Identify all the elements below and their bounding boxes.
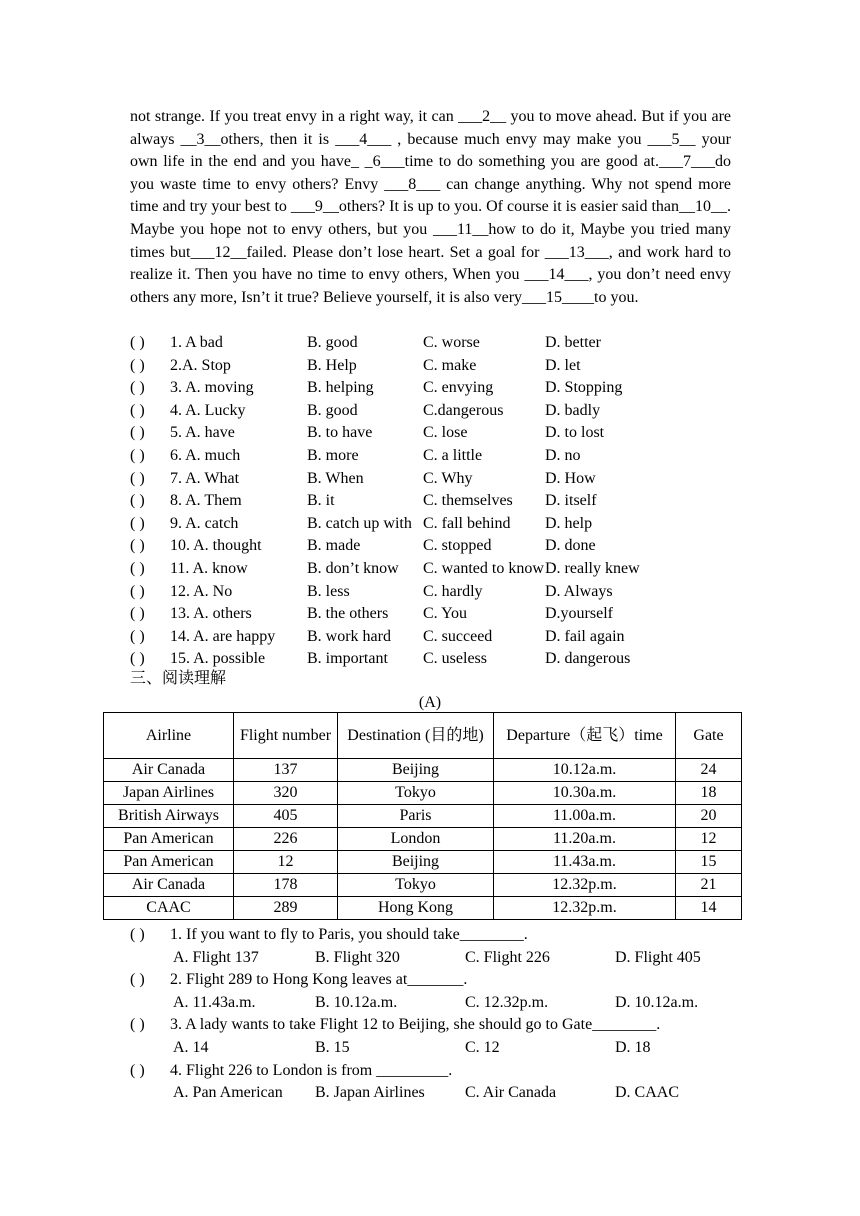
option-c: C. worse <box>423 334 480 351</box>
option-row <box>130 603 770 626</box>
option-b: B. good <box>307 334 358 351</box>
choice-a: A. Flight 137 <box>173 948 259 966</box>
choice-d: D. Flight 405 <box>615 948 701 966</box>
option-d: D. better <box>545 334 601 351</box>
option-b: B. less <box>307 582 350 600</box>
cell-destination: Paris <box>338 805 494 828</box>
table-row <box>104 874 742 897</box>
option-b: B. important <box>307 650 388 668</box>
option-row <box>130 513 770 536</box>
option-a: 9. A. catch <box>170 514 239 532</box>
option-a: 7. A. What <box>170 469 240 487</box>
option-a: 2.A. Stop <box>170 356 231 374</box>
cell-gate: 15 <box>676 851 742 874</box>
header-flight-number: Flight number <box>234 713 338 759</box>
cell-destination: London <box>338 828 494 851</box>
cell-gate: 18 <box>676 782 742 805</box>
answer-blank: ( ) <box>130 379 145 397</box>
question-text: 2. Flight 289 to Hong Kong leaves at_______. <box>170 971 468 989</box>
cell-departure-time: 11.00a.m. <box>494 805 676 828</box>
answer-blank: ( ) <box>130 1016 145 1034</box>
option-d: D.yourself <box>545 605 613 623</box>
option-b: B. When <box>307 469 364 487</box>
option-a: 1. A bad <box>170 334 223 351</box>
option-row <box>130 332 770 355</box>
cell-airline: British Airways <box>104 805 234 828</box>
table-header-row <box>104 713 742 759</box>
table-row <box>104 782 742 805</box>
option-d: D. help <box>545 514 593 532</box>
answer-blank: ( ) <box>130 334 145 351</box>
answer-blank: ( ) <box>130 559 145 577</box>
answer-choices-row <box>130 1082 770 1105</box>
cell-destination: Tokyo <box>338 874 494 897</box>
option-d: D. How <box>545 469 596 487</box>
option-b: B. work hard <box>307 627 391 645</box>
cell-departure-time: 10.12a.m. <box>494 759 676 782</box>
option-d: D. fail again <box>545 627 625 645</box>
option-d: D. Stopping <box>545 379 623 397</box>
answer-blank: ( ) <box>130 492 145 510</box>
question-text: 3. A lady wants to take Flight 12 to Beijing, she should go to Gate________. <box>170 1016 661 1034</box>
cell-gate: 21 <box>676 874 742 897</box>
option-row <box>130 581 770 604</box>
cell-flight-number: 12 <box>234 851 338 874</box>
answer-blank: ( ) <box>130 469 145 487</box>
cell-gate: 14 <box>676 897 742 920</box>
answer-blank: ( ) <box>130 582 145 600</box>
cell-flight-number: 320 <box>234 782 338 805</box>
option-row <box>130 377 770 400</box>
question-row <box>130 969 770 992</box>
choice-c: C. Air Canada <box>465 1084 557 1102</box>
choice-d: D. CAAC <box>615 1084 680 1102</box>
option-a: 11. A. know <box>170 559 248 577</box>
choice-d: D. 10.12a.m. <box>615 993 699 1011</box>
cell-flight-number: 178 <box>234 874 338 897</box>
flight-table <box>103 712 742 920</box>
choice-c: C. 12 <box>465 1038 500 1056</box>
option-c: C. stopped <box>423 537 492 555</box>
option-c: C. lose <box>423 424 468 442</box>
option-row <box>130 626 770 649</box>
option-b: B. to have <box>307 424 373 442</box>
option-d: D. done <box>545 537 596 555</box>
option-c: C. themselves <box>423 492 513 510</box>
cell-flight-number: 226 <box>234 828 338 851</box>
question-text: 4. Flight 226 to London is from _________. <box>170 1061 453 1079</box>
option-d: D. to lost <box>545 424 605 442</box>
answer-blank: ( ) <box>130 605 145 623</box>
header-airline: Airline <box>104 713 234 759</box>
cell-gate: 20 <box>676 805 742 828</box>
option-a: 15. A. possible <box>170 650 266 668</box>
choice-b: B. 10.12a.m. <box>315 993 398 1011</box>
answer-choices-row <box>130 947 770 970</box>
cell-airline: Pan American <box>104 851 234 874</box>
answer-blank: ( ) <box>130 401 145 419</box>
cell-departure-time: 11.43a.m. <box>494 851 676 874</box>
option-b: B. it <box>307 492 335 510</box>
cell-departure-time: 12.32p.m. <box>494 897 676 920</box>
option-a: 12. A. No <box>170 582 233 600</box>
option-a: 10. A. thought <box>170 537 262 555</box>
option-row <box>130 468 770 491</box>
option-row <box>130 535 770 558</box>
header-departure-time: Departure（起飞）time <box>494 713 676 759</box>
cell-airline: Pan American <box>104 828 234 851</box>
cell-destination: Beijing <box>338 759 494 782</box>
passage-label: (A) <box>418 694 442 711</box>
option-b: B. made <box>307 537 361 555</box>
choice-c: C. Flight 226 <box>465 948 550 966</box>
option-a: 6. A. much <box>170 446 241 464</box>
option-row <box>130 400 770 423</box>
cell-destination: Tokyo <box>338 782 494 805</box>
option-b: B. Help <box>307 356 357 374</box>
option-d: D. Always <box>545 582 613 600</box>
answer-blank: ( ) <box>130 627 145 645</box>
option-row <box>130 445 770 468</box>
option-c: C. make <box>423 356 477 374</box>
choice-b: B. Japan Airlines <box>315 1084 425 1102</box>
option-a: 13. A. others <box>170 605 252 623</box>
header-destination: Destination (目的地) <box>338 713 494 759</box>
option-d: D. itself <box>545 492 597 510</box>
option-c: C. succeed <box>423 627 493 645</box>
choice-b: B. Flight 320 <box>315 948 400 966</box>
question-row <box>130 1014 770 1037</box>
option-b: B. helping <box>307 379 374 397</box>
option-a: 8. A. Them <box>170 492 242 510</box>
option-b: B. good <box>307 401 358 419</box>
cell-destination: Hong Kong <box>338 897 494 920</box>
answer-choices-row <box>130 992 770 1015</box>
answer-blank: ( ) <box>130 424 145 442</box>
option-c: C. You <box>423 605 468 623</box>
cloze-options <box>130 332 770 671</box>
option-c: C. fall behind <box>423 514 511 532</box>
table-row <box>104 805 742 828</box>
cell-flight-number: 137 <box>234 759 338 782</box>
option-b: B. catch up with <box>307 514 412 532</box>
choice-a: A. 14 <box>173 1038 209 1056</box>
answer-blank: ( ) <box>130 926 145 943</box>
option-c: C. envying <box>423 379 494 397</box>
cell-flight-number: 289 <box>234 897 338 920</box>
question-row <box>130 1060 770 1083</box>
option-d: D. really knew <box>545 559 640 577</box>
choice-c: C. 12.32p.m. <box>465 993 549 1011</box>
option-d: D. no <box>545 446 581 464</box>
choice-a: A. 11.43a.m. <box>173 993 256 1011</box>
cell-departure-time: 11.20a.m. <box>494 828 676 851</box>
cell-airline: Air Canada <box>104 874 234 897</box>
option-d: D. let <box>545 356 581 374</box>
option-a: 3. A. moving <box>170 379 254 397</box>
answer-blank: ( ) <box>130 971 145 989</box>
option-c: C. Why <box>423 469 473 487</box>
option-c: C. wanted to know <box>423 559 544 577</box>
cell-gate: 12 <box>676 828 742 851</box>
option-row <box>130 558 770 581</box>
option-c: C.dangerous <box>423 401 504 419</box>
option-a: 4. A. Lucky <box>170 401 246 419</box>
option-c: C. useless <box>423 650 487 668</box>
question-row <box>130 924 770 947</box>
option-c: C. hardly <box>423 582 483 600</box>
option-b: B. don’t know <box>307 559 399 577</box>
option-row <box>130 355 770 378</box>
option-d: D. badly <box>545 401 601 419</box>
option-a: 14. A. are happy <box>170 627 276 645</box>
answer-blank: ( ) <box>130 1061 145 1079</box>
cell-destination: Beijing <box>338 851 494 874</box>
cell-departure-time: 10.30a.m. <box>494 782 676 805</box>
answer-choices-row <box>130 1037 770 1060</box>
cell-gate: 24 <box>676 759 742 782</box>
option-c: C. a little <box>423 446 483 464</box>
answer-blank: ( ) <box>130 446 145 464</box>
table-row <box>104 851 742 874</box>
section-title: 三、阅读理解 <box>130 670 227 687</box>
cloze-passage <box>130 106 731 309</box>
answer-blank: ( ) <box>130 356 145 374</box>
choice-d: D. 18 <box>615 1038 651 1056</box>
table-row <box>104 897 742 920</box>
reading-questions <box>130 924 770 1105</box>
cell-departure-time: 12.32p.m. <box>494 874 676 897</box>
option-b: B. the others <box>307 605 389 623</box>
cell-airline: Japan Airlines <box>104 782 234 805</box>
answer-blank: ( ) <box>130 537 145 555</box>
cell-flight-number: 405 <box>234 805 338 828</box>
option-a: 5. A. have <box>170 424 235 442</box>
option-row <box>130 490 770 513</box>
option-row <box>130 422 770 445</box>
table-row <box>104 828 742 851</box>
header-gate: Gate <box>676 713 742 759</box>
choice-a: A. Pan American <box>173 1084 283 1102</box>
answer-blank: ( ) <box>130 650 145 668</box>
passage-text: not strange. If you treat envy in a right way, it can ___2__ you to move ahead. But if you are always __3__others, then it is ___4___ , because much envy may make you ___5__ your own life in the end and you have_ _6___time to do something you are good at.___7___do you waste time to envy others? Envy ___8___ can change anything. Why not spend more time and try your best to ___9__others? It is up to you. Of course it is easier said than__10__. Maybe you hope not to envy others, but you ___11__how to do it, Maybe you tried many times but___12__failed. Please don’t lose heart. Set a goal for ___13___, and work hard to realize it. Then you have no time to envy others, When you ___14___, you don’t need envy others any more, Isn’t it true? Believe yourself, it is also very___15____to you. <box>130 108 731 306</box>
cell-airline: CAAC <box>104 897 234 920</box>
question-text: 1. If you want to fly to Paris, you should take________. <box>170 926 528 943</box>
table-row <box>104 759 742 782</box>
option-b: B. more <box>307 446 359 464</box>
option-d: D. dangerous <box>545 650 631 668</box>
choice-b: B. 15 <box>315 1038 350 1056</box>
answer-blank: ( ) <box>130 514 145 532</box>
cell-airline: Air Canada <box>104 759 234 782</box>
